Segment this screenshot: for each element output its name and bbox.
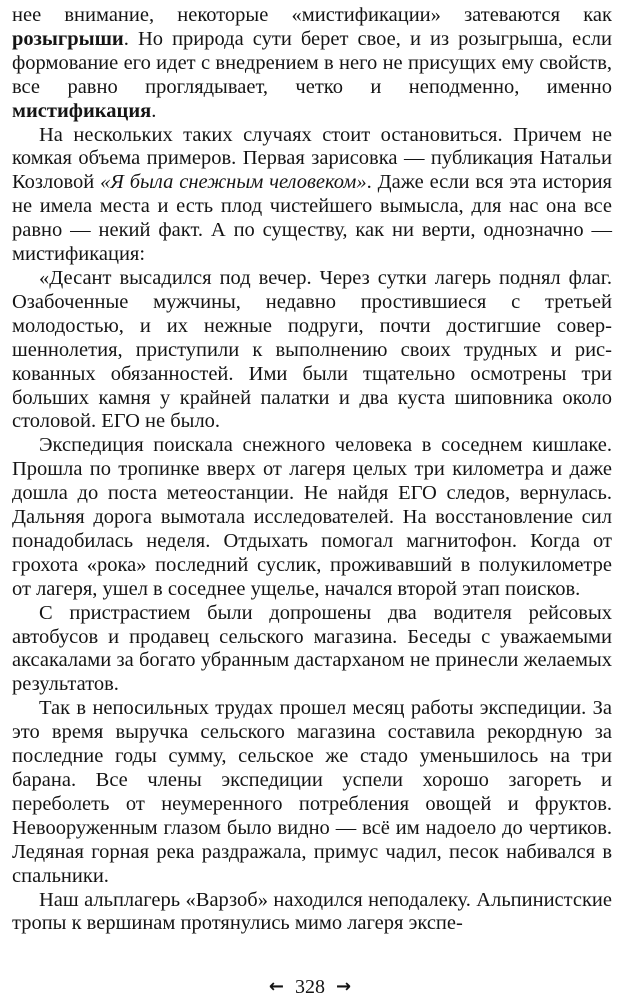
paragraph bbox=[12, 697, 612, 888]
text-run: Экспедиция поискала снежного человека в соседнем кишлаке. Прошла по тропинке вверх от лагеря целых три километра и даже дошла до поста метеостанции. Не найдя ЕГО следов, вернулась. Дальняя дорога вымотала исследователей. На восстановление сил понадобилась неделя. Отдыхать помогал магнитофон. Когда от грохота «рока» последний суслик, проживавший в полукилометре от лагеря, ушел в соседнее ущелье, начался второй этап поисков. bbox=[12, 434, 612, 600]
bold-term: розыгрыши bbox=[12, 27, 124, 50]
paragraph bbox=[12, 889, 612, 937]
text-run: . bbox=[151, 99, 157, 122]
text-run: «Десант высадился под вечер. Через сутки лагерь поднял флаг. Озабоченные мужчины, недавно простившиеся с третьей молодостью, и их нежные подруги, почти достигшие совершеннолетия, приступили к выполнению своих трудных и рискованных обязанностей. Ими были тщательно осмотрены три больших камня у крайней палатки и два куста шиповника около столовой. ЕГО не было. bbox=[12, 266, 612, 433]
text-run: На нескольких таких случаях стоит остановиться. Причем не комкая объема примеров. Первая зарисовка — публикация Натальи Козловой bbox=[12, 123, 612, 194]
left-arrow-icon: ← bbox=[268, 976, 284, 997]
paragraph bbox=[12, 434, 612, 601]
italic-title: «Я была снежным человеком» bbox=[100, 171, 367, 194]
text-run: Наш альплагерь «Варзоб» находился неподалеку. Альпинистские тропы к вершинам протянулись мимо лагеря экспе- bbox=[12, 888, 612, 935]
paragraph bbox=[12, 124, 612, 267]
body-text bbox=[12, 4, 612, 936]
text-run: С пристрастием были допрошены два водителя рейсовых автобусов и продавец сельского магазина. Беседы с уважаемыми аксакалами за богато убранным дастарханом не принесли желаемых результатов. bbox=[12, 601, 612, 696]
text-run: нее внимание, некоторые «мистификации» затеваются как bbox=[12, 4, 612, 26]
paragraph bbox=[12, 267, 612, 434]
paragraph bbox=[12, 4, 612, 124]
right-arrow-icon: → bbox=[336, 976, 352, 997]
page-number: 328 bbox=[295, 976, 325, 998]
paragraph bbox=[12, 602, 612, 698]
page-footer bbox=[0, 975, 620, 999]
bold-term: мистификация bbox=[12, 99, 152, 122]
text-run: . Но природа сути берет свое, и из розыгрыша, если формование его идет с внедрением в него не присущих ему свойств, все равно проглядывает, четко и неподменно, именно bbox=[12, 27, 612, 98]
text-run: Так в непосильных трудах прошел месяц работы экспедиции. За это время выручка сельского магазина составила рекордную за последние годы сумму, сельское же стадо уменьшилось на три барана. Все члены экспедиции успели хорошо загореть и переболеть от неумеренного потребления овощей и фруктов. Невооруженным глазом было видно — всё им надоело до чертиков. Ледяная горная река раздражала, примус чадил, песок набивался в спальники. bbox=[12, 697, 612, 887]
text-run: . Даже если вся эта история не имела места и есть плод чистейшего вымысла, для нас она все равно — некий факт. А по существу, как ни верти, однозначно — мистификация: bbox=[12, 171, 612, 266]
